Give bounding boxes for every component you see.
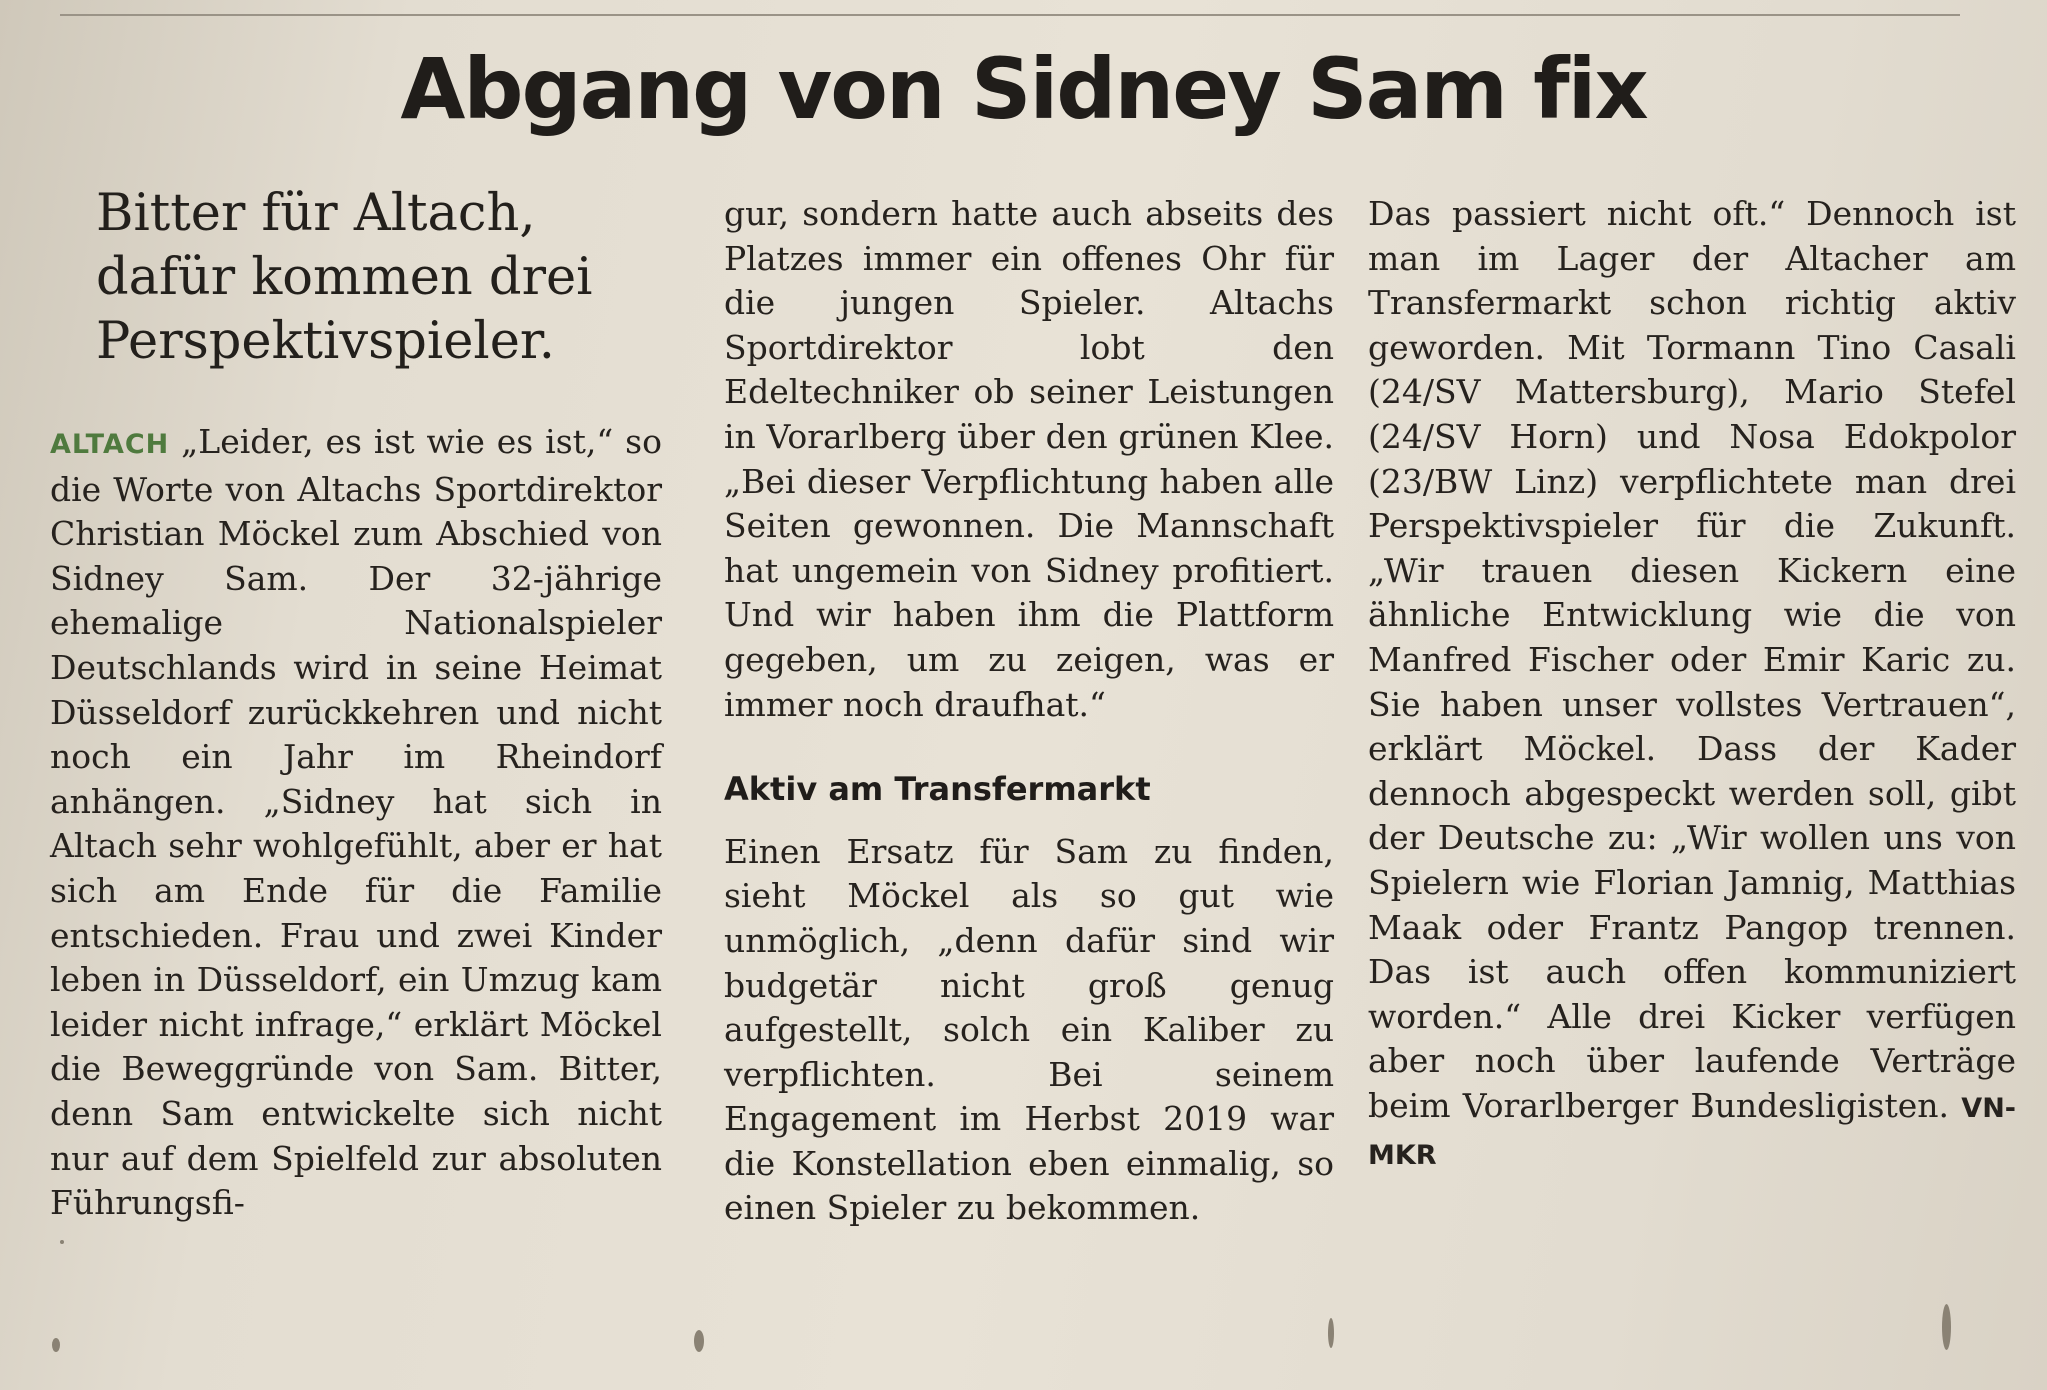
column-1-text: „Leider, es ist wie es ist,“ so die Worte von Altachs Sportdirektor Christian Möckel zum Abschied von Sidney Sam. Der 32-jährige ehemalige Nationalspieler Deutschlands wird in seine Heimat Düsseldorf zurückkehren und nicht noch ein Jahr im Rheindorf anhängen. „Sidney hat sich in Altach sehr wohlgefühlt, aber er hat sich am Ende für die Familie entschieden. Frau und zwei Kinder leben in Düsseldorf, ein Umzug kam leider nicht infrage,“ erklärt Möckel die Beweggründe von Sam. Bitter, denn Sam entwickelte sich nicht nur auf dem Spielfeld zur absoluten Führungsfi-: [50, 422, 662, 1223]
paper-speck: [694, 1330, 704, 1352]
column-2-text-top: gur, sondern hatte auch abseits des Platzes immer ein offenes Ohr für die jungen Spieler. Altachs Sportdirektor lobt den Edeltechniker ob seiner Leistungen in Vorarlberg über den grünen Klee. „Bei dieser Verpflichtung haben alle Seiten gewonnen. Die Mannschaft hat ungemein von Sidney profitiert. Und wir haben ihm die Plattform gegeben, um zu zeigen, was er immer noch draufhat.“: [724, 194, 1334, 724]
top-rule: [60, 14, 1960, 16]
article-column-1: [50, 420, 662, 1226]
column-3-text: Das passiert nicht oft.“ Dennoch ist man im Lager der Altacher am Transfermarkt schon richtig aktiv geworden. Mit Tormann Tino Casali (24/SV Mattersburg), Mario Stefel (24/SV Horn) und Nosa Edokpolor (23/BW Linz) verpflichtete man drei Perspektivspieler für die Zukunft. „Wir trauen diesen Kickern eine ähnliche Entwicklung wie die von Manfred Fischer oder Emir Karic zu. Sie haben unser vollstes Vertrauen“, erklärt Möckel. Dass der Kader dennoch abgespeckt werden soll, gibt der Deutsche zu: „Wir wollen uns von Spielern wie Florian Jamnig, Matthias Maak oder Frantz Pangop trennen. Das ist auch offen kommuniziert worden.“ Alle drei Kicker verfügen aber noch über laufende Verträge beim Vorarlberger Bundesligisten.: [1368, 194, 2016, 1125]
article-subheadline: Bitter für Altach, dafür kommen drei Perspektivspieler.: [96, 184, 593, 371]
author-credit: VN-MKR: [1368, 1092, 2016, 1172]
article-headline: Abgang von Sidney Sam fix: [400, 40, 1647, 138]
article-column-3: [1368, 192, 2016, 1179]
column-1-paragraph: [50, 420, 662, 1226]
section-heading: Aktiv am Transfermarkt: [724, 770, 1151, 809]
paper-speck: [1942, 1304, 1951, 1350]
column-2-text-bottom: Einen Ersatz für Sam zu finden, sieht Möckel als so gut wie unmöglich, „denn dafür sind wir budgetär nicht groß genug aufgestellt, solch ein Kaliber zu verpflichten. Bei seinem Engagement im Herbst 2019 war die Konstellation eben einmalig, so einen Spieler zu bekommen.: [724, 831, 1334, 1228]
paper-speck: [52, 1338, 60, 1352]
article-column-2: [724, 192, 1334, 1231]
paper-speck: [60, 1240, 64, 1244]
paper-speck: [1328, 1318, 1334, 1348]
column-3-paragraph: [1368, 192, 2016, 1179]
dateline: ALTACH: [50, 429, 170, 460]
